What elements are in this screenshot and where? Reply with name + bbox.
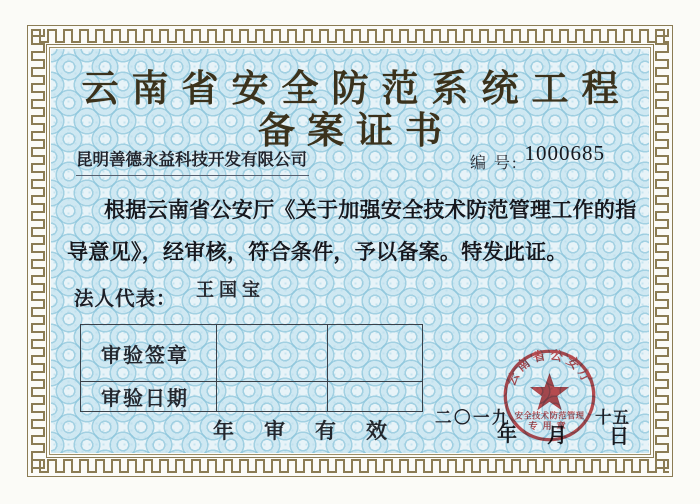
- review-table: [80, 324, 423, 412]
- row2-cell2: [217, 382, 328, 412]
- certificate-title-line2: 备案证书: [258, 111, 454, 152]
- row2-cell3: [328, 382, 423, 412]
- table-row-signature: [81, 325, 423, 382]
- serial-label: 编 号:: [470, 155, 519, 172]
- company-name-field: [76, 146, 309, 176]
- issue-date-year: 二〇一九: [435, 408, 511, 427]
- row2-label: 审验日期: [81, 382, 217, 412]
- company-name: 昆明善德永益科技开发有限公司: [76, 146, 309, 176]
- official-seal: [501, 347, 598, 444]
- row1-cell2: [217, 325, 328, 382]
- annual-review-note: 年审有效: [213, 419, 417, 443]
- seal-arc-text: 云南省公安厅: [503, 347, 596, 388]
- seal-sub-text: 安全技术防范管理: [514, 411, 585, 421]
- legal-rep-label: 法人代表：: [74, 289, 177, 310]
- legal-rep-name: 王国宝: [196, 280, 265, 300]
- serial-number: 1000685: [524, 141, 605, 165]
- seal-bottom-text: 专用章: [528, 420, 571, 431]
- serial-field: [470, 141, 605, 174]
- meander-border-bottom: [31, 459, 669, 473]
- issue-date-day: 十五: [595, 408, 630, 427]
- issue-date-month-unit: 月: [547, 425, 567, 447]
- body-paragraph-line1: 根据云南省公安厅《关于加强安全技术防范管理工作的指: [104, 198, 637, 222]
- star-icon: [531, 374, 568, 409]
- issue-date-year-unit: 年: [497, 424, 517, 446]
- row1-cell3: [328, 325, 423, 382]
- table-row-date: [81, 382, 423, 412]
- row1-label: 审验签章: [81, 325, 217, 382]
- certificate-title-line1: 云南省安全防范系统工程: [81, 69, 632, 110]
- issue-date-day-unit: 日: [609, 426, 629, 448]
- body-paragraph-line2: 导意见》，经审核，符合条件，予以备案。特发此证。: [67, 240, 568, 264]
- meander-border-top: [31, 29, 669, 43]
